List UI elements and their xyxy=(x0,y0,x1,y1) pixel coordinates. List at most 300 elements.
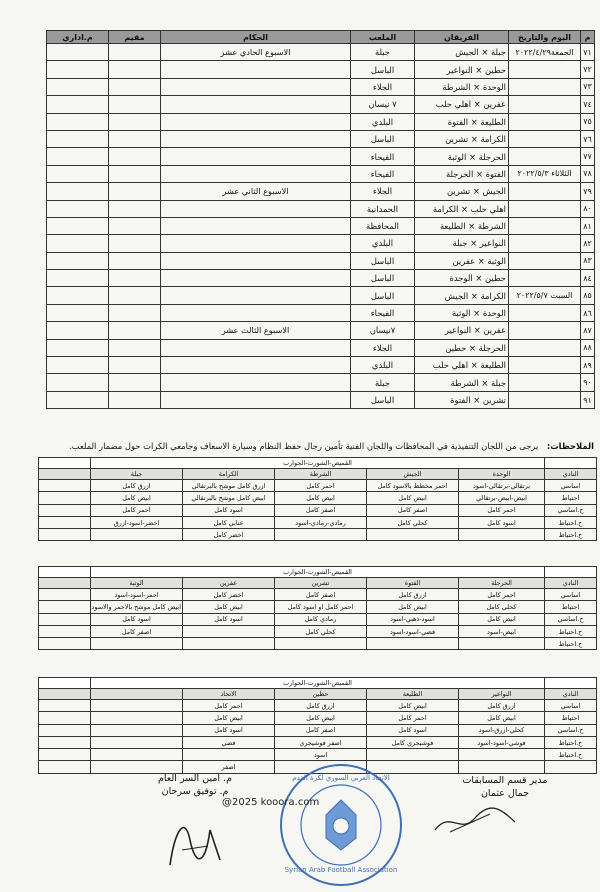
schedule-row xyxy=(47,339,595,356)
schedule-row xyxy=(47,217,595,234)
match-day-date xyxy=(509,113,581,130)
admin-cell xyxy=(47,217,109,234)
kit-row-label xyxy=(545,761,597,773)
match-day-date xyxy=(509,148,581,165)
match-venue: جبلة xyxy=(351,44,415,61)
match-venue: ٧نيسان xyxy=(351,322,415,339)
kit-cell: فوشيجري كامل xyxy=(367,736,459,748)
kit-cell xyxy=(459,761,545,773)
kit-cell xyxy=(275,638,367,650)
match-venue: البلدي xyxy=(351,113,415,130)
kit-cell: احمر كامل xyxy=(91,504,183,516)
kit-cell: اصفر xyxy=(183,761,275,773)
header-teams: الفريقان xyxy=(415,31,509,44)
kit-blank-cell xyxy=(39,529,91,541)
kit-corner-label: النادي xyxy=(545,689,597,700)
referees-cell xyxy=(161,130,351,147)
match-venue: ٧ نيسان xyxy=(351,96,415,113)
referees-cell xyxy=(161,339,351,356)
supervisor-cell xyxy=(109,78,161,95)
match-number: ٨٦ xyxy=(581,304,595,321)
admin-cell xyxy=(47,200,109,217)
supervisor-cell xyxy=(109,287,161,304)
kit-team-name: النواعير xyxy=(459,689,545,700)
schedule-row xyxy=(47,235,595,252)
kit-header-blank xyxy=(39,689,91,700)
header-num: م xyxy=(581,31,595,44)
referees-cell xyxy=(161,200,351,217)
week-label: الاسبوع الثالث عشر xyxy=(161,322,351,339)
supervisor-cell xyxy=(109,339,161,356)
match-number: ٧٤ xyxy=(581,96,595,113)
supervisor-cell xyxy=(109,217,161,234)
kit-cell: احمر كامل xyxy=(459,589,545,601)
match-teams: النواعير × جبلة xyxy=(415,235,509,252)
kit-cell xyxy=(91,749,183,761)
kit-row-label: ح.احتياط xyxy=(545,638,597,650)
kit-row-label: اساسي xyxy=(545,700,597,712)
admin-cell xyxy=(47,287,109,304)
kit-blank-cell xyxy=(39,480,91,492)
kit-cell: ابيض كامل xyxy=(275,492,367,504)
supervisor-cell xyxy=(109,391,161,408)
referees-cell xyxy=(161,78,351,95)
referees-cell xyxy=(161,165,351,182)
kit-cell xyxy=(91,736,183,748)
schedule-row xyxy=(47,304,595,321)
match-teams: الحرجلة × الوثبة xyxy=(415,148,509,165)
admin-cell xyxy=(47,148,109,165)
schedule-body xyxy=(47,44,595,409)
match-venue: الفيحاء xyxy=(351,148,415,165)
kit-cell: عنابي كامل xyxy=(183,516,275,528)
kit-row xyxy=(39,492,597,504)
kit-blank-cell xyxy=(39,761,91,773)
match-day-date: الجمعة٢٠٢٢/٤/٢٩ xyxy=(509,44,581,61)
kit-cell: اسود كامل xyxy=(91,613,183,625)
referees-cell xyxy=(161,61,351,78)
kit-cell xyxy=(91,638,183,650)
schedule-row xyxy=(47,61,595,78)
kit-row-label: ح.اساسي xyxy=(545,613,597,625)
kit-cell: ابيض كامل xyxy=(275,712,367,724)
supervisor-cell xyxy=(109,130,161,147)
match-teams: عفرين × اهلي حلب xyxy=(415,96,509,113)
match-number: ٧٥ xyxy=(581,113,595,130)
supervisor-cell xyxy=(109,322,161,339)
admin-cell xyxy=(47,61,109,78)
kit-header-blank xyxy=(39,578,91,589)
match-day-date xyxy=(509,252,581,269)
referees-cell xyxy=(161,96,351,113)
supervisor-cell xyxy=(109,148,161,165)
schedule-row xyxy=(47,252,595,269)
kit-caption: القميص-الشورت-الجوارب xyxy=(91,567,545,578)
kit-cell: رمادي-رمادي-اسود xyxy=(275,516,367,528)
match-number: ٨٥ xyxy=(581,287,595,304)
schedule-row xyxy=(47,357,595,374)
kit-row xyxy=(39,601,597,613)
kit-cell: احمر كامل xyxy=(183,700,275,712)
signature-left-name: م. توفيق سرحان xyxy=(161,786,229,797)
kit-row xyxy=(39,504,597,516)
match-day-date xyxy=(509,391,581,408)
admin-cell xyxy=(47,113,109,130)
match-day-date: الثلاثاء ٢٠٢٢/٥/٣ xyxy=(509,165,581,182)
schedule-header-row xyxy=(47,31,595,44)
kit-caption-row xyxy=(39,567,597,578)
kit-team-name: الجيش xyxy=(367,469,459,480)
kit-cell: ازرق كامل xyxy=(459,700,545,712)
header-admin: م.اداري xyxy=(47,31,109,44)
kit-row xyxy=(39,724,597,736)
kit-row-label: احتياط xyxy=(545,492,597,504)
match-number: ٨١ xyxy=(581,217,595,234)
match-number: ٧٨ xyxy=(581,165,595,182)
kit-row-label: اساسي xyxy=(545,480,597,492)
kit-cell: احمر-اسود-اسود xyxy=(91,589,183,601)
kit-team-name: الفتوة xyxy=(367,578,459,589)
kit-team-name: الاتحاد xyxy=(183,689,275,700)
kit-cell: فوشي-اسود-اسود xyxy=(459,736,545,748)
week-label: الاسبوع الحادي عشر xyxy=(161,44,351,61)
kit-corner-label: النادي xyxy=(545,578,597,589)
supervisor-cell xyxy=(109,44,161,61)
schedule-row xyxy=(47,287,595,304)
match-teams: الكرامة × تشرين xyxy=(415,130,509,147)
kit-cell xyxy=(367,529,459,541)
kit-corner-blank xyxy=(545,678,597,689)
match-venue: الحمدانية xyxy=(351,200,415,217)
signature-competitions-manager xyxy=(450,774,560,800)
supervisor-cell xyxy=(109,235,161,252)
schedule-row xyxy=(47,113,595,130)
match-number: ٧١ xyxy=(581,44,595,61)
schedule-row xyxy=(47,78,595,95)
kit-cell: كحلي كامل xyxy=(275,625,367,637)
kit-cell: اصفر فوشيجري xyxy=(275,736,367,748)
match-day-date xyxy=(509,61,581,78)
admin-cell xyxy=(47,44,109,61)
kit-cell: فضي-اسود-اسود xyxy=(367,625,459,637)
kit-cell: ابيض كامل xyxy=(183,601,275,613)
kit-cell: احمر مخطط بالاسود كامل xyxy=(367,480,459,492)
match-teams: الوحدة × الشرطة xyxy=(415,78,509,95)
admin-cell xyxy=(47,252,109,269)
match-venue: البلدي xyxy=(351,235,415,252)
match-teams: الطليعة × اهلي حلب xyxy=(415,357,509,374)
supervisor-cell xyxy=(109,183,161,200)
kit-cell: ابيض كامل xyxy=(459,712,545,724)
supervisor-cell xyxy=(109,304,161,321)
schedule-row xyxy=(47,200,595,217)
kit-cell: اسود-ذهبي-اسود xyxy=(367,613,459,625)
schedule-row xyxy=(47,130,595,147)
match-teams: الحرجلة × حطين xyxy=(415,339,509,356)
kit-blank-cell xyxy=(39,516,91,528)
match-schedule-table xyxy=(46,30,595,409)
match-venue: الجلاء xyxy=(351,183,415,200)
kit-cell: فضي xyxy=(183,736,275,748)
referees-cell xyxy=(161,217,351,234)
schedule-row xyxy=(47,391,595,408)
kit-cell: احمر كامل xyxy=(275,480,367,492)
kit-row-label: ح.احتياط xyxy=(545,516,597,528)
kit-row-label: احتياط xyxy=(545,601,597,613)
match-number: ٨٣ xyxy=(581,252,595,269)
admin-cell xyxy=(47,304,109,321)
notes-label: الملاحظات: xyxy=(546,441,594,451)
kit-blank-cell xyxy=(39,638,91,650)
kit-caption-row xyxy=(39,458,597,469)
kit-row xyxy=(39,480,597,492)
kit-team-name: الوحدة xyxy=(459,469,545,480)
header-referees: الحكام xyxy=(161,31,351,44)
match-teams: جبلة × الشرطة xyxy=(415,374,509,391)
kit-cell: ابيض كامل xyxy=(91,492,183,504)
match-venue: البلدي xyxy=(351,357,415,374)
kit-table-1 xyxy=(38,457,597,541)
header-venue: الملعب xyxy=(351,31,415,44)
kit-cell: اصفر كامل xyxy=(367,504,459,516)
watermark: @2025 kooora.com xyxy=(222,797,320,808)
schedule-row xyxy=(47,183,595,200)
schedule-row xyxy=(47,322,595,339)
match-day-date xyxy=(509,78,581,95)
match-venue: جبلة xyxy=(351,374,415,391)
kit-team-name: جبلة xyxy=(91,469,183,480)
admin-cell xyxy=(47,357,109,374)
kit-cell xyxy=(91,712,183,724)
kit-cell: ابيض كامل موشح بالاحمر والاسود xyxy=(91,601,183,613)
referees-cell xyxy=(161,391,351,408)
match-teams: الكرامة × الجيش xyxy=(415,287,509,304)
match-venue: الباسل xyxy=(351,270,415,287)
admin-cell xyxy=(47,183,109,200)
kit-cell xyxy=(275,529,367,541)
match-number: ٨٤ xyxy=(581,270,595,287)
kit-blank-cell xyxy=(39,724,91,736)
supervisor-cell xyxy=(109,270,161,287)
supervisor-cell xyxy=(109,357,161,374)
match-teams: حطين × النواعير xyxy=(415,61,509,78)
match-number: ٧٢ xyxy=(581,61,595,78)
kit-header-blank xyxy=(39,469,91,480)
kit-team-name xyxy=(91,689,183,700)
supervisor-cell xyxy=(109,374,161,391)
kit-cell xyxy=(459,749,545,761)
kit-cell: كحلي كامل xyxy=(367,516,459,528)
match-day-date xyxy=(509,339,581,356)
kit-cell: احمر كامل او اسود كامل xyxy=(275,601,367,613)
referees-cell xyxy=(161,252,351,269)
kit-cell xyxy=(459,529,545,541)
referees-cell xyxy=(161,113,351,130)
signature-right-title: مدير قسم المسابقات xyxy=(462,775,548,786)
kit-cell: اخضر كامل xyxy=(183,589,275,601)
kit-row xyxy=(39,613,597,625)
supervisor-cell xyxy=(109,200,161,217)
kit-cell: ازرق كامل xyxy=(91,480,183,492)
kit-blank-cell xyxy=(39,492,91,504)
kit-cell xyxy=(91,700,183,712)
match-venue: الفيحاء xyxy=(351,165,415,182)
kit-cell: اصفر كامل xyxy=(275,504,367,516)
kit-blank-cell xyxy=(39,613,91,625)
kit-cell: اسود كامل xyxy=(459,516,545,528)
header-supervisor: مقيم xyxy=(109,31,161,44)
match-day-date xyxy=(509,96,581,113)
kit-cell: رمادي كامل xyxy=(275,613,367,625)
handwritten-signature-left xyxy=(160,810,230,870)
kit-blank-cell xyxy=(39,589,91,601)
kit-cell xyxy=(183,749,275,761)
kit-blank-cell xyxy=(39,712,91,724)
kit-blank-cell xyxy=(39,601,91,613)
week-label: الاسبوع الثاني عشر xyxy=(161,183,351,200)
kit-cell: ابيض كامل xyxy=(367,700,459,712)
kit-caption: القميص-الشورت-الجوارب xyxy=(91,678,545,689)
notes xyxy=(46,440,594,452)
kit-row xyxy=(39,625,597,637)
match-teams: الوحدة × الوثبة xyxy=(415,304,509,321)
match-number: ٨٢ xyxy=(581,235,595,252)
supervisor-cell xyxy=(109,165,161,182)
kit-caption-blank xyxy=(39,458,91,469)
referees-cell xyxy=(161,270,351,287)
kit-row xyxy=(39,589,597,601)
kit-row-label: احتياط xyxy=(545,712,597,724)
kit-blank-cell xyxy=(39,736,91,748)
supervisor-cell xyxy=(109,113,161,130)
kit-row xyxy=(39,700,597,712)
kit-table-2 xyxy=(38,566,597,650)
match-number: ٧٦ xyxy=(581,130,595,147)
match-day-date xyxy=(509,357,581,374)
kit-cell: ابيض كامل موشح بالبرتقالي xyxy=(183,492,275,504)
schedule-row xyxy=(47,270,595,287)
kit-cell: ابيض كامل xyxy=(459,613,545,625)
kit-cell: ازرق كامل xyxy=(367,589,459,601)
match-number: ٨٩ xyxy=(581,357,595,374)
kit-corner-blank xyxy=(545,567,597,578)
kit-cell xyxy=(91,529,183,541)
match-venue: الباسل xyxy=(351,252,415,269)
kit-team-name: عفرين xyxy=(183,578,275,589)
schedule-row xyxy=(47,96,595,113)
match-number: ٨٨ xyxy=(581,339,595,356)
kit-cell: اسود كامل xyxy=(183,504,275,516)
kit-team-name: حطين xyxy=(275,689,367,700)
kit-cell: كحلي-ازرق-اسود xyxy=(459,724,545,736)
kit-row xyxy=(39,712,597,724)
supervisor-cell xyxy=(109,96,161,113)
kit-cell: برتقالي-برتقالي-اسود xyxy=(459,480,545,492)
admin-cell xyxy=(47,339,109,356)
admin-cell xyxy=(47,96,109,113)
supervisor-cell xyxy=(109,61,161,78)
match-teams: الشرطة × الطليعة xyxy=(415,217,509,234)
kit-row xyxy=(39,638,597,650)
match-number: ٧٧ xyxy=(581,148,595,165)
referees-cell xyxy=(161,287,351,304)
kit-caption-row xyxy=(39,678,597,689)
kit-row-label: ح.اساسي xyxy=(545,724,597,736)
kit-cell: ازرق كامل موشح بالبرتقالي xyxy=(183,480,275,492)
svg-text:Syrian Arab Football Associati: Syrian Arab Football Association xyxy=(284,866,398,874)
kit-corner-blank xyxy=(545,458,597,469)
kit-cell: اخضر-اسود-ازرق xyxy=(91,516,183,528)
admin-cell xyxy=(47,78,109,95)
admin-cell xyxy=(47,374,109,391)
referees-cell xyxy=(161,374,351,391)
match-number: ٨٧ xyxy=(581,322,595,339)
admin-cell xyxy=(47,165,109,182)
match-day-date xyxy=(509,130,581,147)
kit-blank-cell xyxy=(39,625,91,637)
svg-text:الاتحاد العربي السوري لكرة الق: الاتحاد العربي السوري لكرة القدم xyxy=(292,774,390,782)
match-venue: الفيحاء xyxy=(351,304,415,321)
kit-team-name: الوثبة xyxy=(91,578,183,589)
match-number: ٧٩ xyxy=(581,183,595,200)
kit-cell: احمر كامل xyxy=(459,504,545,516)
kit-cell: اخضر كامل xyxy=(183,529,275,541)
supervisor-cell xyxy=(109,252,161,269)
kit-corner-label: النادي xyxy=(545,469,597,480)
match-day-date: السبت ٢٠٢٢/٥/٧ xyxy=(509,287,581,304)
kit-cell: اصفر كامل xyxy=(91,625,183,637)
kit-cell: ابيض كامل xyxy=(367,492,459,504)
match-number: ٨٠ xyxy=(581,200,595,217)
kit-row xyxy=(39,529,597,541)
kit-row-label: اساسي xyxy=(545,589,597,601)
kit-row xyxy=(39,516,597,528)
match-day-date xyxy=(509,217,581,234)
match-venue: الجلاء xyxy=(351,78,415,95)
kit-cell: ابيض-اسود xyxy=(459,625,545,637)
kit-cell: ابيض كامل xyxy=(367,601,459,613)
match-teams: حطين × الوحدة xyxy=(415,270,509,287)
signature-right-name: جمال عثمان xyxy=(480,788,530,799)
kit-caption: القميص-الشورت-الجوارب xyxy=(91,458,545,469)
match-venue: الجلاء xyxy=(351,339,415,356)
kit-header-row xyxy=(39,689,597,700)
kit-row-label: ح.اساسي xyxy=(545,504,597,516)
kit-cell: اصفر كامل xyxy=(275,724,367,736)
kit-cell: اسود كامل xyxy=(183,613,275,625)
kit-team-name: الشرطة xyxy=(275,469,367,480)
match-teams: الوثبة × عفرين xyxy=(415,252,509,269)
kit-cell: كحلي كامل xyxy=(459,601,545,613)
match-teams: اهلي حلب × الكرامة xyxy=(415,200,509,217)
match-day-date xyxy=(509,322,581,339)
referees-cell xyxy=(161,148,351,165)
match-teams: الفتوة × الحرجلة xyxy=(415,165,509,182)
match-day-date xyxy=(509,200,581,217)
kit-team-name: الحرجلة xyxy=(459,578,545,589)
kit-cell: اصفر كامل xyxy=(275,589,367,601)
kit-team-name: الكرامة xyxy=(183,469,275,480)
admin-cell xyxy=(47,391,109,408)
signature-left-title: م. امين السر العام xyxy=(158,773,232,784)
kit-row-label: ح.احتياط xyxy=(545,736,597,748)
match-venue: الباسل xyxy=(351,391,415,408)
header-day-date: اليوم والتاريخ xyxy=(509,31,581,44)
kit-row-label: ح.احتياط xyxy=(545,625,597,637)
admin-cell xyxy=(47,235,109,252)
referees-cell xyxy=(161,235,351,252)
match-venue: الباسل xyxy=(351,61,415,78)
